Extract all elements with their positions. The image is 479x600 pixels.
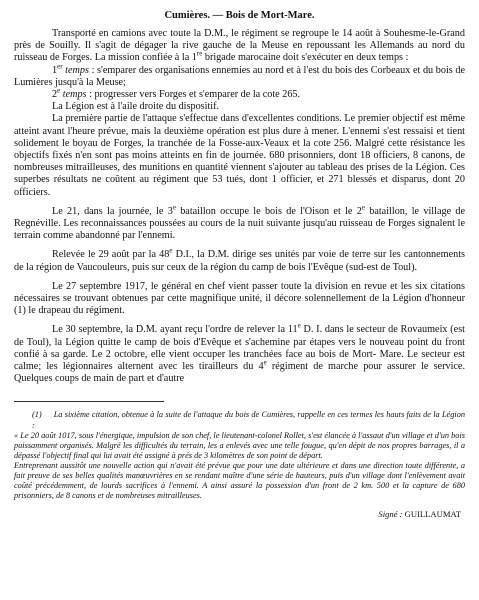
paragraph-temps-2: 2e temps : progresser vers Forges et s'emparer de la cote 265. — [52, 86, 301, 101]
paragraph-legion-right: La Légion est à l'aile droite du dispositif. — [52, 101, 220, 113]
paragraph-attack: La première partie de l'attaque s'effectue dans d'excellentes conditions. Le premier objectif est même atteint avant l'heure prévue, mais la deuxième opération est plus dure à mener. L'ennemi s'est ressaisi et tient solidement le boyau de Forges, la tranchée de la Fosse-aux-Veaux et la cote 256. Malgré cette résistance les objectifs fixés n'en sont pas moins atteints en fin de journée. 680 prisonniers, dont 18 officiers, 8 canons, de nombreuses mitrailleuses, des munitions en quantité viennent s'ajouter au tableau des prises de la Légion. Ces superbes résultats ne coûtent au régiment que 53 tués, dont 1 officier, et 271 blessés et disparus, dont 20 officiers. — [14, 113, 465, 198]
page-title: Cumières. — Bois de Mort-Mare. — [164, 10, 315, 21]
footnote-quote-1: « Le 20 août 1017, sous l'énergique, impulsion de son chef, le lieutenant-colonel Rollet, s'est élancée à l'assaut d'un village et d'un bois puissamment organisés. Malgré les difficultés du terrain, les a enlevés avec une telle fougue, qu'en dépit de nos propres barrages, il a dépassé l'objectif final qui lui avait été assigné à prés de 3 kilomètres de son point de départ. — [14, 430, 465, 460]
footnote-intro: (1) La sixième citation, obtenue à la suite de l'attaque du bois de Cumières, rappelle en ces termes les hauts faits de la Légion : — [32, 410, 465, 430]
paragraph-transport: Transporté en camions avec toute la D.M., le régiment se regroupe le 14 août à Souhesme-le-Grand près de Souilly. Il s'agit de dégager la rive gauche de la Meuse en repoussant les Allemands au nord du ruisseau de Forges. La mission confiée à la 1re brigade marocaine doit s'exécuter en deux temps : — [14, 28, 465, 64]
paragraph-august-21: Le 21, dans la journée, le 3e bataillon occupe le bois de l'Oison et le 2e bataillon, le village de Regnéville. Les reconnaissances poussées au cours de la nuit suivante jusqu'au ruisseau de Forges signalent le terrain comme abandonné par l'ennemi. — [14, 203, 465, 242]
footnote-quote-2: Entreprenant aussitôt une nouvelle action qui n'avait été prévue que pour une date ultérieure et dans une direction toute différente, a fait preuve de ses belles qualités manœuvrières en se rendant maître d'une série de hauteurs, puis d'un village dont l'enlèvement avait coûté précédemment, de lourds sacrifices à l'ennemi. A ainsi assuré la possession d'un front de 2 km. 500 et la capture de 680 prisonniers, de 8 canons et de nombreuses mitrailleuses. — [14, 460, 465, 501]
signatory-name: GUILLAUMAT — [404, 509, 461, 520]
main-text — [14, 28, 465, 385]
paragraph-temps-1: 1er temps : s'emparer des organisations ennemies au nord et à l'est du bois des Corbeaux et du bois de Lumières jusqu'à la Meuse; — [14, 62, 465, 88]
paragraph-review: Le 27 septembre 1917, le général en chef vient passer toute la division en revue et les six citations nécessaires se trouvant obtenues par cette magnifique unité, il décore solennellement de la Légion d'honneur (1) le drapeau du régiment. — [14, 280, 465, 317]
paragraph-september-30: Le 30 septembre, la D.M. ayant reçu l'ordre de relever la 11e D. I. dans le secteur de Rovaumeix (est de Toul), la Légion quitte le camp de bois d'Evêque et s'achemine par étapes vers le nouveau point du front confié à sa garde. Le 2 octobre, elle vient occuper les tranchées face au bois de Mort- Mare. Le secteur est calme; les légionnaires alternent avec les tirailleurs du 4e régiment de marche pour assurer le service. Quelques coups de main de part et d'autre — [14, 322, 465, 385]
footnote-divider — [14, 401, 164, 402]
footnote-number: (1) — [32, 410, 42, 420]
footnote — [14, 410, 465, 519]
paragraph-relief: Relevée le 29 août par la 48e D.I., la D.M. dirige ses unités par voie de terre sur les cantonnements de la région de Vaucouleurs, puis sur ceux de la région du camp de bois l'Evêque (sud-est de Toul). — [14, 247, 465, 273]
signature-line: Signé : GUILLAUMAT — [378, 509, 461, 520]
